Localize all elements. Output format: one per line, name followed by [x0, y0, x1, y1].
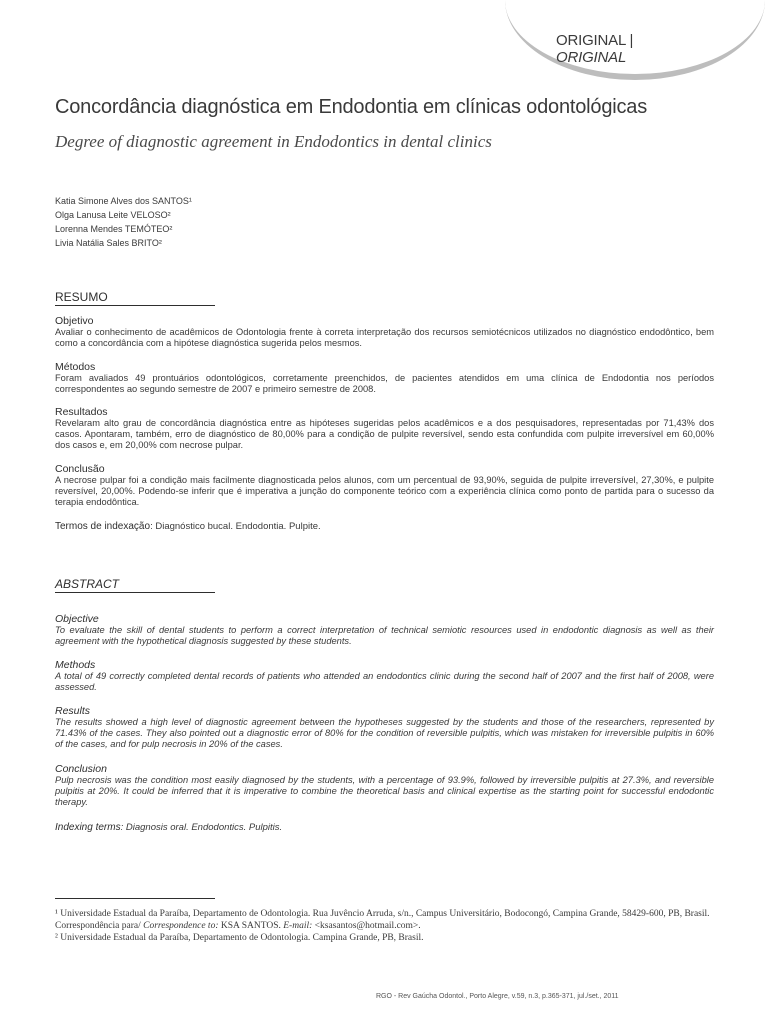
section-subtitle: Methods — [55, 659, 96, 671]
article-title-en: Degree of diagnostic agreement in Endodontics in dental clinics — [55, 132, 492, 151]
section-text: To evaluate the skill of dental students to perform a correct interpretation of technical semiotic resources used in endodontic diagnosis as well as their agreement with the hypothetical diagnosis suggested by these students. — [55, 625, 714, 647]
author: Lorenna Mendes TEMÓTEO² — [55, 224, 173, 234]
section-subtitle: Resultados — [55, 406, 108, 418]
journal-citation-footer: RGO - Rev Gaúcha Odontol., Porto Alegre, v.59, n.3, p.365-371, jul./set., 2011 — [376, 993, 619, 1000]
abstract-results — [55, 705, 714, 751]
section-subtitle: Objective — [55, 613, 99, 625]
section-subtitle: Métodos — [55, 361, 96, 373]
resumo-keywords — [55, 521, 714, 532]
footnote-rule — [55, 898, 215, 899]
abstract-keywords — [55, 822, 714, 833]
author: Olga Lanusa Leite VELOSO² — [55, 210, 171, 220]
author: Livia Natália Sales BRITO² — [55, 238, 162, 248]
section-subtitle: Conclusion — [55, 763, 107, 775]
resumo-heading: RESUMO — [55, 290, 215, 306]
section-subtitle: Conclusão — [55, 463, 105, 475]
abstract-heading: ABSTRACT — [55, 577, 215, 593]
resumo-conclusao — [55, 463, 714, 509]
section-subtitle: Results — [55, 705, 91, 717]
keywords-text: : Diagnóstico bucal. Endodontia. Pulpite. — [150, 521, 321, 532]
section-text: Revelaram alto grau de concordância diagnóstica entre as hipóteses sugeridas pelos acadêmicos e a dos pesquisadores, representadas por 71,43% dos casos. Apontaram, também, erro de diagnóstico de 80,00% para a condição de pulpite reversível, sendo esta confundida com pulpite irreversível em 60,00% dos casos e, em 20,00% com necrose pulpar. — [55, 418, 714, 451]
resumo-resultados — [55, 406, 714, 452]
resumo-metodos — [55, 361, 714, 395]
section-text: A total of 49 correctly completed dental records of patients who attended an endodontics clinic during the second half of 2007 and the first half of 2008, were assessed. — [55, 671, 714, 693]
footnote-2: ² Universidade Estadual da Paraíba, Departamento de Odontologia. Campina Grande, PB, Brasil. — [55, 933, 424, 943]
keywords-label: Termos de indexação — [55, 521, 151, 532]
keywords-text: : Diagnosis oral. Endodontics. Pulpitis. — [120, 822, 283, 833]
section-text: Pulp necrosis was the condition most easily diagnosed by the students, with a percentage of 93.9%, followed by irreversible pulpitis at 27.3%, and reversible pulpitis at 20%. It could be inferred that it is imperative to combine the theoretical basis and clinical expertise as the starting point for successful endodontic therapy. — [55, 775, 714, 808]
footnotes — [55, 908, 715, 944]
abstract-conclusion — [55, 763, 714, 809]
author: Katia Simone Alves dos SANTOS¹ — [55, 196, 192, 206]
article-title-pt: Concordância diagnóstica em Endodontia em clínicas odontológicas — [55, 96, 648, 118]
section-text: The results showed a high level of diagnostic agreement between the hypotheses suggested by the students and those of the researchers, represented by 71.43% of the cases. They also pointed out a diagnostic error of 80% for the condition of reversible pulpitis, which was mistaken for irreversible pulpitis in 60% of the cases, and for pulp necrosis in 20% of the cases. — [55, 717, 714, 750]
section-text: Avaliar o conhecimento de acadêmicos de Odontologia frente à correta interpretação dos recursos semiotécnicos utilizados no diagnóstico endodôntico, bem como a concordância com a hipótese diagnóstica sugerida pelos mesmos. — [55, 327, 714, 349]
keywords-label: Indexing terms — [55, 822, 121, 833]
section-text: Foram avaliados 49 prontuários odontológicos, corretamente preenchidos, de pacientes atendidos em uma clínica de Endodontia nos períodos correspondentes ao segundo semestre de 2007 e primeiro semestre de 2008. — [55, 373, 714, 395]
footnote-1: ¹ Universidade Estadual da Paraíba, Departamento de Odontologia. Rua Juvêncio Arruda, s/n., Campus Universitário, Bodocongó, Campina Grande, 58429-600, PB, Brasil. Correspondência para/ Correspondence to: KSA SANTOS. E-mail: <ksasantos@hotmail.com>. — [55, 909, 710, 931]
section-text: A necrose pulpar foi a condição mais facilmente diagnosticada pelos alunos, com um percentual de 93,90%, seguida de pulpite irreversível, 27,30%, e pulpite reversível, 20,00%. Podendo-se inferir que é imperativa a junção do componente teórico com a experiência clínica como ponto de partida para o sucesso da terapia endodôntica. — [55, 475, 714, 508]
section-label: ORIGINAL | ORIGINAL — [556, 32, 634, 66]
abstract-objective — [55, 613, 714, 647]
section-subtitle: Objetivo — [55, 315, 94, 327]
correspondence-email: <ksasantos@hotmail.com>. — [312, 921, 421, 931]
abstract-methods — [55, 659, 714, 693]
author-list — [55, 194, 455, 250]
resumo-objetivo — [55, 315, 714, 349]
